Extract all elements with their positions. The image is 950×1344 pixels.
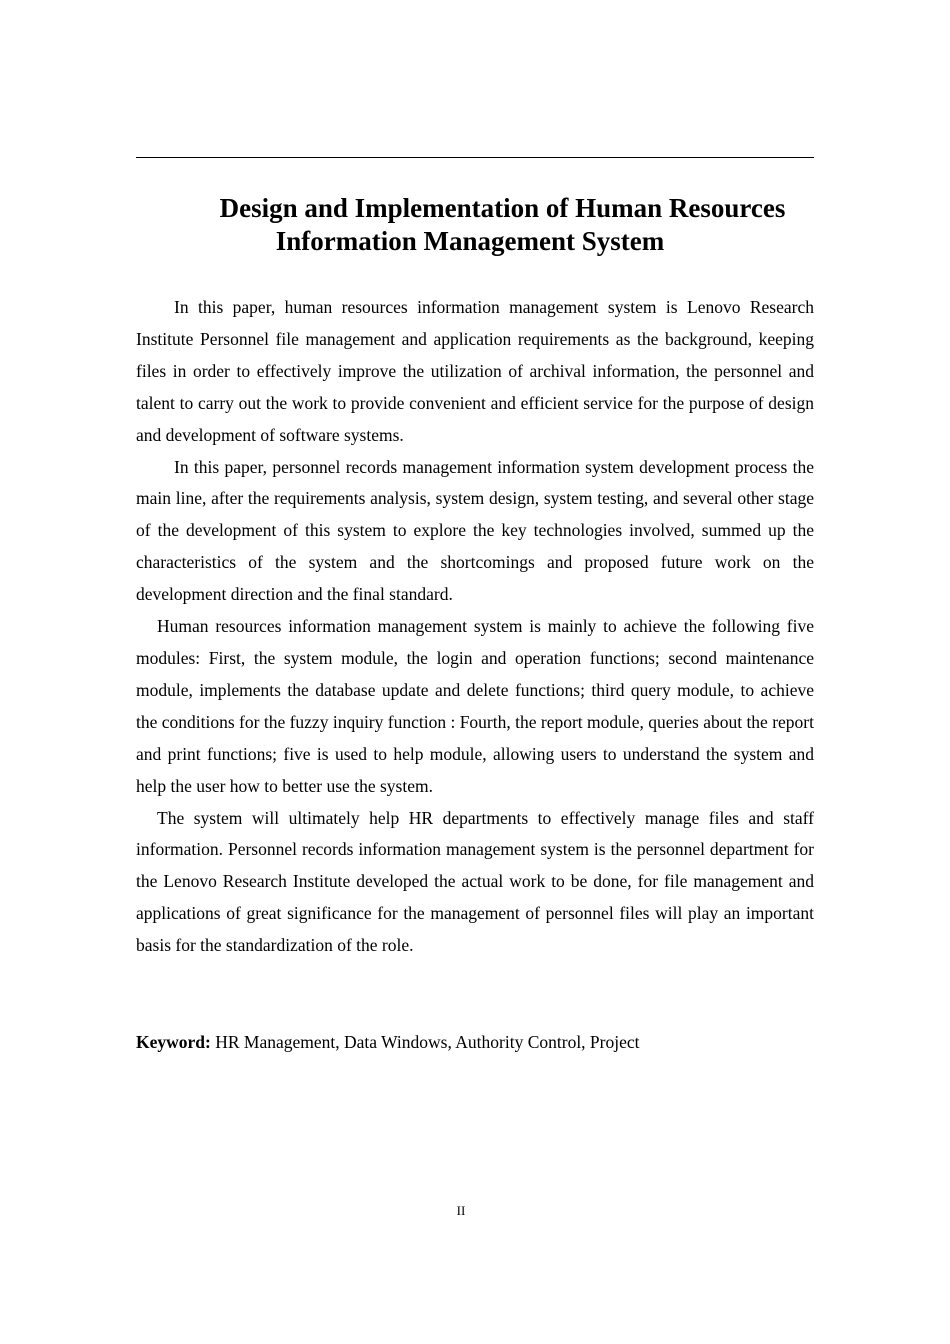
page-number: II	[456, 1203, 466, 1218]
header-rule	[136, 157, 814, 158]
abstract-paragraph-3: Human resources information management system is mainly to achieve the following five modules: First, the system module, the login and operation functions; second maintenance module, implements the database update and delete functions; third query module, to achieve the conditions for the fuzzy inquiry function : Fourth, the report module, queries about the report and print functions; five is used to help module, allowing users to understand the system and help the user how to better use the system.	[136, 616, 814, 796]
keywords-line	[136, 1028, 814, 1056]
keywords-value: HR Management, Data Windows, Authority Control, Project	[210, 1032, 640, 1052]
abstract-paragraph-1: In this paper, human resources information management system is Lenovo Research Institute Personnel file management and application requirements as the background, keeping files in order to effectively improve the utilization of archival information, the personnel and talent to carry out the work to provide convenient and efficient service for the purpose of design and development of software systems.	[136, 297, 814, 445]
title-line-1: Design and Implementation of Human Resources	[219, 193, 786, 223]
abstract-paragraph-2: In this paper, personnel records management information system development process the main line, after the requirements analysis, system design, system testing, and several other stage of the development of this system to explore the key technologies involved, summed up the characteristics of the system and the shortcomings and proposed future work on the development direction and the final standard.	[136, 456, 814, 605]
abstract-paragraph-4: The system will ultimately help HR departments to effectively manage files and staff information. Personnel records information management system is the personnel department for the Lenovo Research Institute developed the actual work to be done, for file management and applications of great significance for the management of personnel files will play an important basis for the standardization of the role.	[136, 807, 814, 956]
title-line-2: Information Management System	[275, 226, 665, 256]
keywords-label: Keyword:	[136, 1032, 211, 1052]
page-title	[136, 192, 814, 258]
abstract-body	[136, 292, 814, 962]
